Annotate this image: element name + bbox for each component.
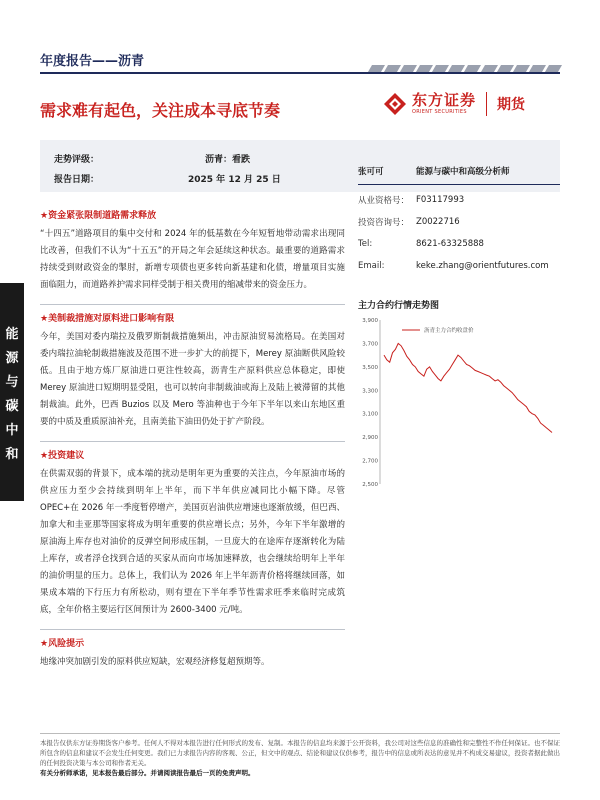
disclaimer-bold: 有关分析师承诺，见本报告最后部分。并请阅读报告最后一页的免责声明。: [40, 769, 255, 777]
analyst-name: 张可可: [358, 167, 384, 177]
disclaimer-text: 本报告仅供东方证券期货客户参考。任何人不得对本报告进行任何形式的发布、复制。本报告的信息均来源于公开资料，我公司对这些信息的准确性和完整性不作任何保证。也不保证所包含的信息和建议不会发生任何变更。我们已力求报告内容的客观、公正，但文中的观点、结论和建议仅供参考，报告中的信息或所表达的意见并不构成交易建议，投资者据此做出的任何投资决策与本公司和作者无关。: [40, 739, 560, 767]
company-logo: [383, 92, 525, 116]
analyst-field-label: 投资咨询号：: [358, 218, 410, 228]
disclaimer: [40, 738, 560, 778]
analyst-field-label: Tel:: [358, 239, 373, 249]
sector-char: 碳: [5, 398, 19, 414]
series-line: [384, 343, 552, 432]
analyst-field-label: 从业资格号：: [358, 196, 410, 206]
sector-char: 中: [5, 422, 19, 438]
report-type: 年度报告——沥青: [40, 54, 145, 69]
analyst-rule: [358, 184, 560, 185]
analyst-field-value: Z0022716: [416, 217, 460, 227]
section-heading: ★资金紧张限制道路需求释放: [40, 211, 157, 221]
section-divider: [40, 629, 345, 630]
y-tick-label: 2,500: [362, 482, 378, 488]
analyst-field-value: 8621-63325888: [416, 239, 484, 249]
section-heading: ★投资建议: [40, 451, 85, 461]
y-tick-label: 2,900: [362, 435, 378, 442]
date-label: 报告日期：: [54, 175, 100, 185]
sector-char: 能: [5, 326, 19, 342]
y-tick-label: 3,700: [362, 341, 378, 348]
price-chart-svg: [358, 312, 560, 492]
y-tick-label: 3,300: [362, 388, 378, 395]
analyst-title: 能源与碳中和高级分析师: [416, 167, 510, 177]
section-body: 地缘冲突加剧引发的原料供应短缺，宏观经济修复超预期等。: [40, 657, 270, 667]
price-chart: [358, 312, 560, 492]
header-stripes: [370, 65, 560, 72]
rating-label: 走势评级：: [54, 155, 100, 165]
analyst-email-link[interactable]: keke.zhang@orientfutures.com: [416, 261, 549, 271]
section-divider: [40, 441, 345, 442]
logo-name-cn: 东方证券: [412, 91, 477, 109]
chart-title: 主力合约行情走势图: [358, 301, 440, 311]
section-body: 今年，美国对委内瑞拉及俄罗斯制裁措施频出，冲击原油贸易流格局。在美国对委内瑞拉油轮制裁措施波及范围不进一步扩大的前提下，Merey 原油断供风险较低。且由于地方炼厂原油进口更注性较高，沥青生产原料供应总体稳定，即使 Merey 原油进口短期明显受阻，也可以转向非制裁油或海上及陆上被滞留的其他制裁油。此外，巴西 Buzios 以及 Mero 等油种也于今年下半年以来山东地区重要的中质及重质原油补充，且南美盐下油田仍处于扩产阶段。: [40, 332, 345, 427]
section-divider: [40, 304, 345, 305]
section-body: “十四五”道路项目的集中交付和 2024 年的低基数在今年短暂地带动需求出现同比改善，但我们不认为“十五五”的开局之年会延续这种状态。最重要的道路需求持续受到财政资金的掣肘，新增专项债也更多转向新基建和化债，增量项目实施面临阻力，而道路养护需求同样受制于相关费用的缩减带来的资金压力。: [40, 229, 345, 290]
sector-char: 和: [5, 446, 19, 462]
y-tick-label: 3,100: [362, 411, 378, 418]
orient-logo-icon: [383, 92, 407, 116]
section-heading: ★美制裁措施对原料进口影响有限: [40, 314, 175, 324]
y-tick-label: 2,700: [362, 458, 378, 465]
date-value: 2025 年 12 月 25 日: [188, 175, 281, 185]
sector-char: 源: [5, 350, 19, 366]
page-title: 需求难有起色，关注成本寻底节奏: [40, 101, 281, 120]
footer-rule: [40, 733, 560, 734]
section-heading: ★风险提示: [40, 639, 85, 649]
report-body: [40, 208, 345, 681]
header-rule: [40, 72, 560, 74]
logo-divider: [486, 92, 487, 116]
sector-tab: [0, 283, 24, 501]
rating-value: 沥青：看跌: [205, 155, 251, 165]
analyst-card: [358, 160, 560, 277]
section-body: 在供需双弱的背景下，成本端的扰动是明年更为重要的关注点，今年原油市场的供应压力至少会持续到明年上半年，而下半年供应减同比小幅下降。尽管 OPEC+在 2026 年一季度暂停增产，美国页岩油供应增速也逐渐放缓，但巴西、加拿大和圭亚那等国家将成为明年重要的供应增长点；另外，今年下半年激增的原油海上库存也对油价的反弹空间形成压制，一旦庞大的在途库存逐渐转化为陆上库存，或者浮仓找到合适的买家从而向市场加速释放，也会继续给明年上半年的油价明显的压力。总体上，我们认为 2026 年上半年沥青价格将继续回落，如果成本端的下行压力有所松动，则有望在下半年季节性需求旺季来临时完成筑底，全年价格主要运行区间预计为 2600-3400 元/吨。: [40, 469, 345, 615]
logo-name-en: ORIENT SECURITIES: [412, 109, 467, 115]
logo-subtitle: 期货: [497, 97, 526, 113]
y-tick-label: 3,500: [362, 364, 378, 371]
legend-label: 沥青主力合约收盘价: [424, 328, 474, 334]
sector-char: 与: [5, 374, 19, 390]
analyst-field-value: F03117993: [416, 195, 465, 205]
analyst-field-label: Email:: [358, 261, 385, 271]
y-tick-label: 3,900: [362, 318, 378, 324]
